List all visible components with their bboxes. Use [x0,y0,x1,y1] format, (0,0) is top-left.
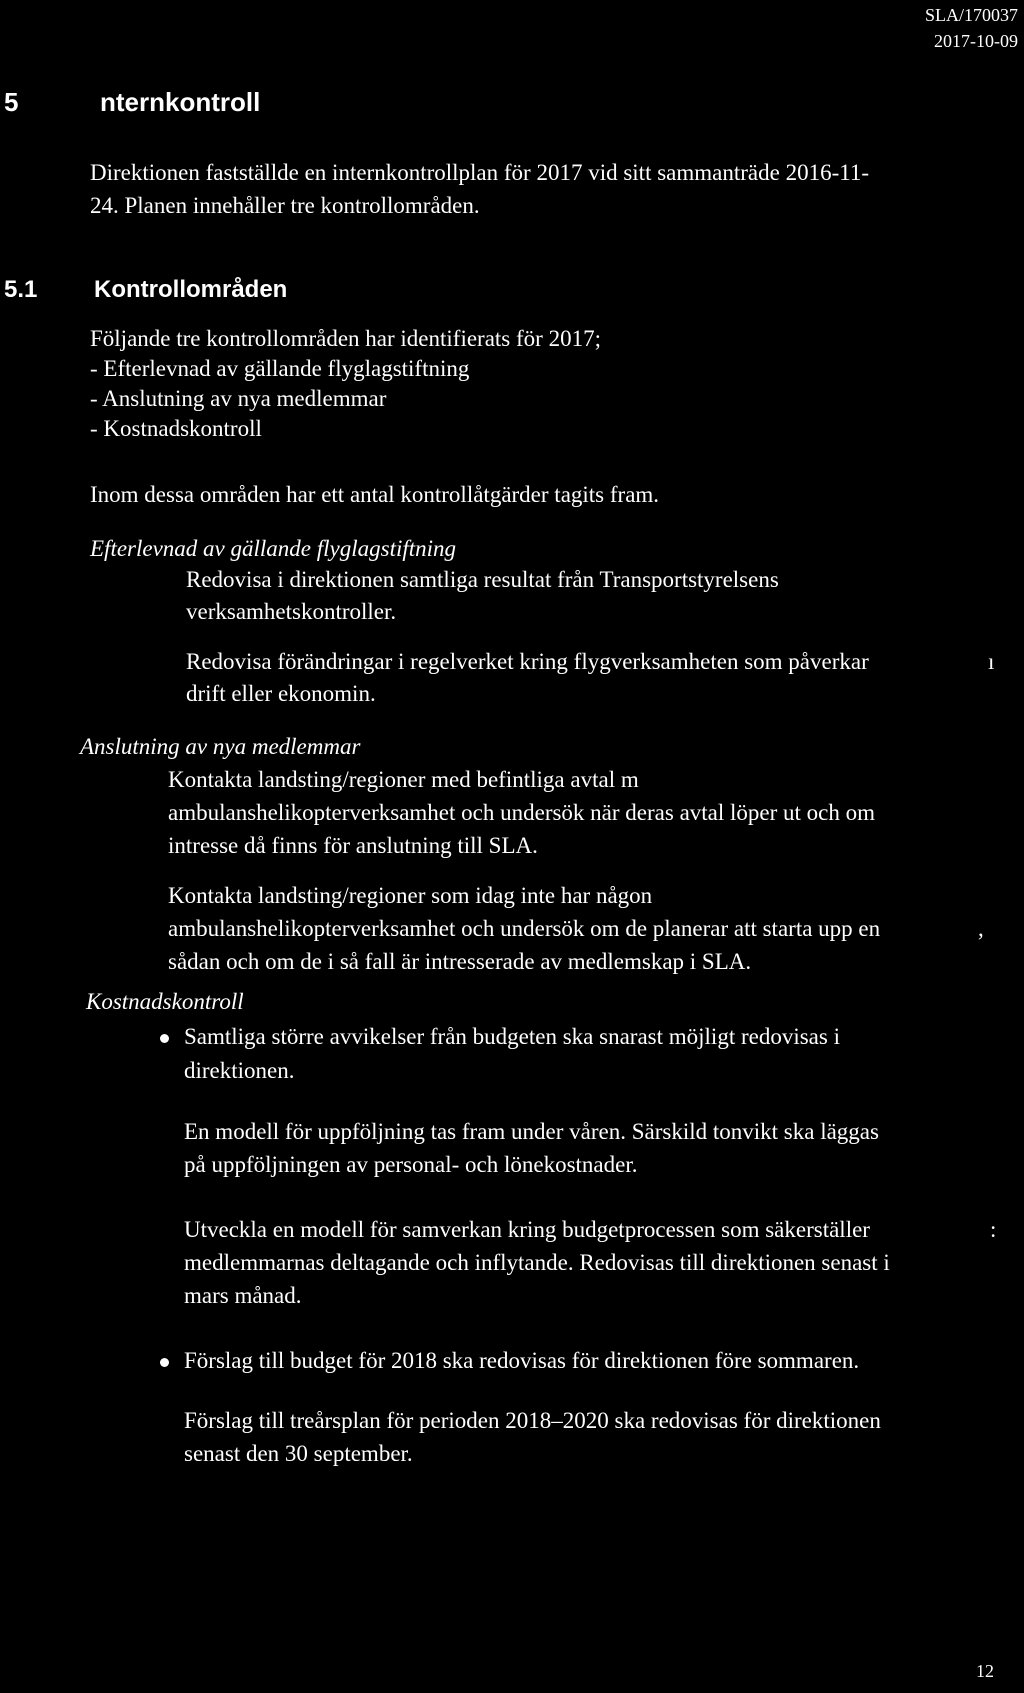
paragraph-line: Kontakta landsting/regioner med befintliga avtal m [168,767,639,792]
margin-mark: , [978,916,984,941]
paragraph-line: ambulanshelikopterverksamhet och undersök när deras avtal löper ut och om [168,800,876,825]
list-item: - Kostnadskontroll [90,416,262,441]
paragraph-line: ambulanshelikopterverksamhet och undersök om de planerar att starta upp en [168,916,881,941]
margin-mark: ı [988,649,995,674]
page-number: 12 [976,1661,994,1681]
paragraph-line: Kontakta landsting/regioner som idag inte har någon [168,883,653,908]
subsection-title: Kontrollområden [94,276,288,303]
area-title-cost-control: Kostnadskontroll [86,989,244,1014]
document-id: SLA/170037 [924,5,1018,25]
paragraph-line: Utveckla en modell för samverkan kring budgetprocessen som säkerställer [184,1217,870,1242]
list-item: - Anslutning av nya medlemmar [90,386,387,411]
paragraph-line: Förslag till treårsplan för perioden 2018–2020 ska redovisas för direktionen [184,1408,881,1433]
paragraph-line: Redovisa i direktionen samtliga resultat från Transportstyrelsens [186,567,779,592]
paragraph-line: verksamhetskontroller. [186,599,397,624]
area-title-compliance: Efterlevnad av gällande flyglagstiftning [90,536,457,561]
subsection-intro: Följande tre kontrollområden har identifierats för 2017; [90,326,601,351]
paragraph-line: senast den 30 september. [184,1441,413,1466]
bullet-line: Förslag till budget för 2018 ska redovisas för direktionen före sommaren. [184,1348,860,1373]
intro-line: 24. Planen innehåller tre kontrollområden. [90,193,480,218]
paragraph-line: mars månad. [184,1283,302,1308]
summary-text: Inom dessa områden har ett antal kontrollåtgärder tagits fram. [90,482,660,507]
subsection-number: 5.1 [4,276,38,303]
section-number: 5 [4,87,19,117]
bullet-line: direktionen. [184,1058,295,1083]
section-title: nternkontroll [100,87,261,117]
intro-line: Direktionen fastställde en internkontrollplan för 2017 vid sitt sammanträde 2016-11- [90,160,870,185]
paragraph-line: drift eller ekonomin. [186,681,376,706]
paragraph-line: medlemmarnas deltagande och inflytande. Redovisas till direktionen senast i [184,1250,890,1275]
paragraph-line: Redovisa förändringar i regelverket kring flygverksamheten som påverkar [186,649,869,674]
paragraph-line: intresse då finns för anslutning till SLA. [168,833,538,858]
paragraph-line: sådan och om de i så fall är intresserade av medlemskap i SLA. [168,949,752,974]
paragraph-line: En modell för uppföljning tas fram under våren. Särskild tonvikt ska läggas [184,1119,879,1144]
list-item: - Efterlevnad av gällande flyglagstiftning [90,356,470,381]
bullet-line: Samtliga större avvikelser från budgeten ska snarast möjligt redovisas i [184,1024,840,1049]
bullet-icon [160,1034,169,1043]
document-date: 2017-10-09 [934,31,1018,51]
paragraph-line: på uppföljningen av personal- och lönekostnader. [184,1152,638,1177]
bullet-icon [160,1358,169,1367]
margin-mark: : [990,1217,997,1242]
area-title-membership: Anslutning av nya medlemmar [80,734,361,759]
